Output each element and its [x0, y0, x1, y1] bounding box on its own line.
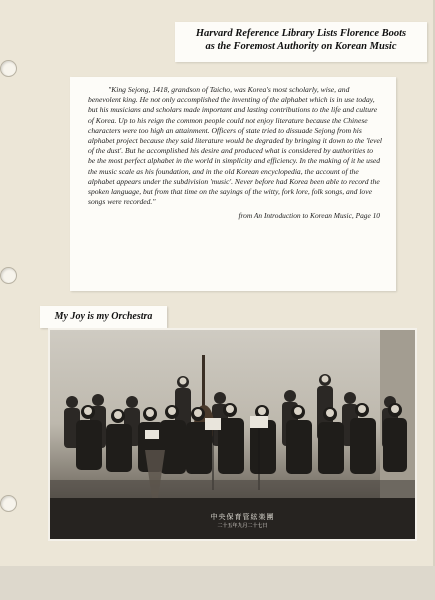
stage-floor: [50, 480, 415, 498]
photo-caption-label: My Joy is my Orchestra: [40, 306, 167, 328]
title-line-1: Harvard Reference Library Lists Florence Boots: [195, 28, 407, 39]
photo-inscription: [195, 513, 290, 531]
quote-card: [70, 77, 396, 291]
page-bottom-edge: [0, 566, 435, 600]
binder-hole: [0, 60, 17, 77]
photo-inscription-title: 中央保育管絃楽團: [210, 513, 275, 521]
orchestra-photo: [48, 328, 417, 541]
quote-source: from An Introduction to Korean Music, Page 10: [238, 211, 380, 221]
binder-hole: [0, 267, 17, 284]
orchestra-photo-image: [50, 330, 415, 539]
photo-inscription-date: 二十五年九月二十七日: [217, 523, 268, 529]
binder-hole: [0, 495, 17, 512]
title-line-2: as the Foremost Authority on Korean Music: [205, 41, 397, 52]
title-label: [175, 22, 427, 62]
quote-text: "King Sejong, 1418, grandson of Taicho, was Korea's most scholarly, wise, and benevolent king. He not only accomplished the inventing of the alphabet which is in use today, but his musicians and scholars made important and lasting contributions to the life and culture of Korea. Up to his reign the common people could not enjoy literature because the Chinese characters were too high an attainment. Officers of state tried to dissuade Sejong from his alphabet project because they said literature would be degraded by bringing it down to the 'level of the dust'. But he accomplished his desire and produced what is considered by authorities to be the most perfect alphabet in the world in simplicity and efficiency. In the making of it he used the music scale as his foundation, and in the old Korean encyclopedia, the account of the alphabet appears under the subdivision 'music'. Never before had Korea been able to record the spoken language, but from that time on the sayings of the witty, fork lore, folk songs, and love songs were recorded.": [88, 85, 382, 207]
